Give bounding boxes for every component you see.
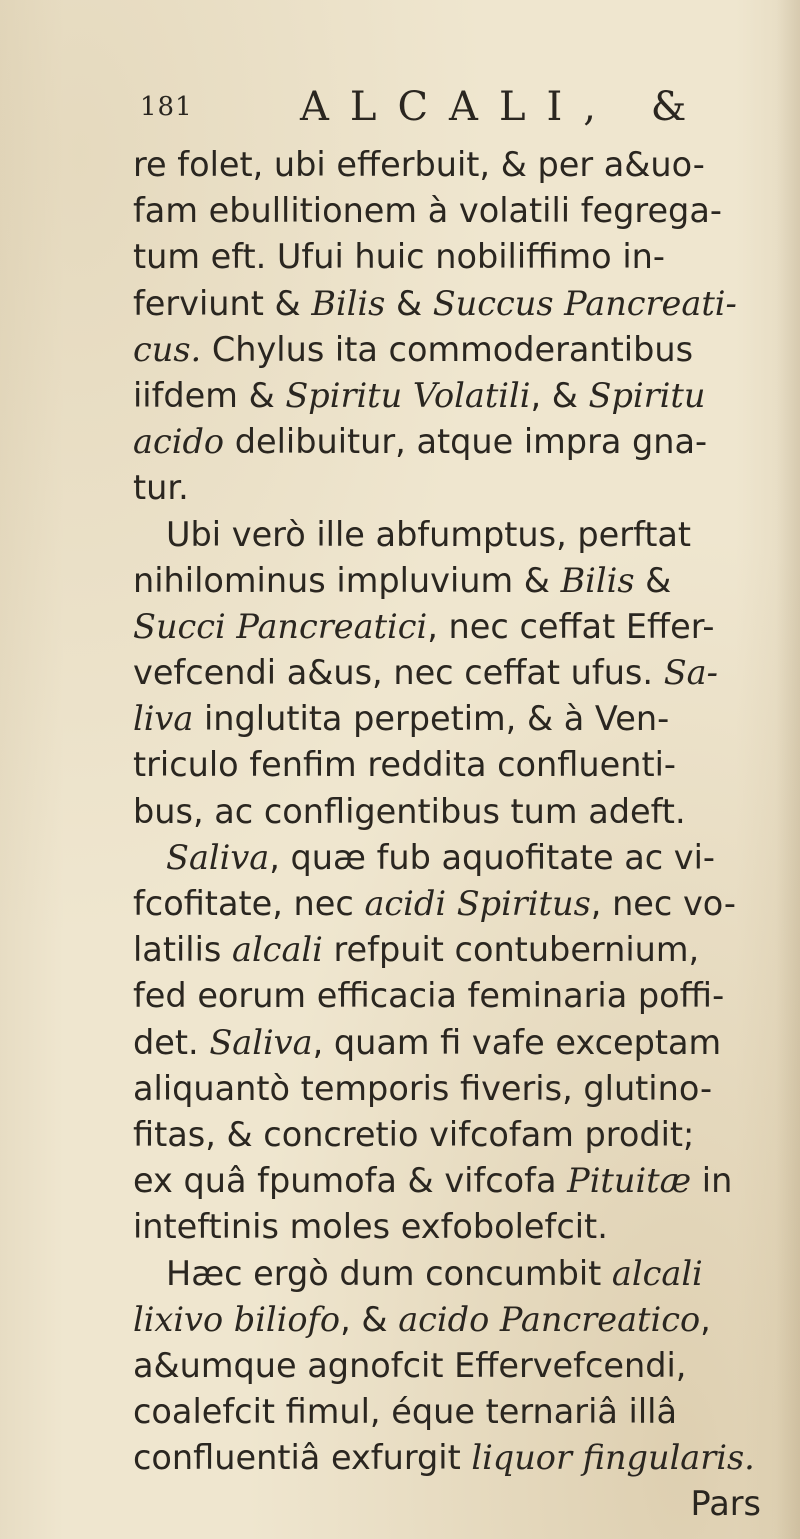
text-run: fam ebullitionem à volatili fegrega- bbox=[133, 191, 722, 231]
text-run: , quæ fub aquofitate ac vi- bbox=[269, 837, 716, 877]
italic-run: acido bbox=[133, 422, 225, 462]
text-run: vefcendi a&us, nec ceffat ufus. bbox=[133, 653, 664, 693]
italic-run: Spiritu bbox=[588, 375, 706, 415]
text-line bbox=[133, 881, 773, 927]
text-run: coalefcit fimul, éque ternariâ illâ bbox=[133, 1392, 677, 1432]
text-line bbox=[133, 742, 773, 788]
text-run: confluentiâ exfurgit bbox=[133, 1438, 472, 1478]
italic-run: liva bbox=[133, 699, 194, 739]
text-run: Hæc ergò dum concumbit bbox=[166, 1253, 612, 1293]
text-line bbox=[133, 188, 773, 234]
text-run: latilis bbox=[133, 930, 232, 970]
text-run: , nec vo- bbox=[590, 884, 737, 923]
italic-run: lixivo biliofo bbox=[133, 1299, 341, 1339]
italic-run: Succi Pancreatici bbox=[133, 606, 428, 646]
text-line bbox=[133, 1251, 773, 1297]
text-line bbox=[133, 1343, 773, 1389]
text-run: in bbox=[691, 1161, 733, 1201]
text-run: iifdem & bbox=[133, 375, 286, 415]
page-header bbox=[140, 84, 740, 134]
text-line bbox=[133, 696, 773, 742]
text-run: & bbox=[634, 560, 672, 600]
text-run: tur. bbox=[133, 468, 189, 508]
text-line bbox=[133, 789, 773, 835]
text-line bbox=[133, 973, 773, 1019]
text-line bbox=[133, 142, 773, 188]
text-run: fitas, & concretio vifcofam prodit; bbox=[133, 1114, 695, 1154]
text-run: tum eft. Ufui huic nobiliffimo in- bbox=[133, 237, 665, 277]
italic-run: alcali bbox=[611, 1253, 703, 1293]
text-line bbox=[133, 835, 773, 881]
text-line bbox=[133, 512, 773, 558]
text-line bbox=[133, 1066, 773, 1112]
italic-run: Pituitæ bbox=[567, 1161, 692, 1201]
italic-run: Bilis bbox=[560, 560, 635, 600]
italic-run: Saliva bbox=[166, 837, 270, 877]
italic-run: acido Pancreatico bbox=[398, 1299, 701, 1339]
text-line bbox=[133, 419, 773, 465]
italic-run: cus. bbox=[133, 329, 202, 369]
text-line bbox=[133, 558, 773, 604]
text-run: triculo fenfim reddita confluenti- bbox=[133, 745, 676, 785]
text-run: delibuitur, atque impra gna- bbox=[224, 422, 708, 462]
italic-run: Saliva bbox=[209, 1022, 313, 1062]
text-line bbox=[133, 604, 773, 650]
text-line bbox=[133, 327, 773, 373]
text-line bbox=[133, 1435, 773, 1481]
italic-run: alcali bbox=[232, 930, 323, 970]
text-run: fed eorum efficacia feminaria poffi- bbox=[133, 976, 725, 1016]
text-run: , quam fi vafe exceptam bbox=[312, 1022, 722, 1062]
text-line bbox=[133, 281, 773, 327]
text-line bbox=[133, 927, 773, 973]
text-run: ex quâ fpumofa & vifcofa bbox=[133, 1161, 568, 1201]
text-run: nihilominus impluvium & bbox=[133, 560, 561, 600]
text-run: & bbox=[385, 283, 433, 323]
text-run: a&umque agnofcit Effervefcendi, bbox=[133, 1345, 687, 1385]
text-line bbox=[133, 234, 773, 280]
text-run: , & bbox=[530, 375, 589, 415]
text-run: , nec ceffat Effer- bbox=[427, 606, 715, 646]
running-head: ALCALI, & bbox=[300, 84, 708, 130]
text-run: , bbox=[700, 1299, 711, 1339]
catchword bbox=[133, 1481, 773, 1527]
italic-run: Bilis bbox=[311, 283, 386, 323]
text-line bbox=[133, 1389, 773, 1435]
italic-run: Succus Pancreati- bbox=[432, 283, 737, 323]
page-number: 181 bbox=[140, 92, 193, 122]
text-run: ferviunt & bbox=[133, 283, 312, 323]
text-line bbox=[133, 1297, 773, 1343]
italic-run: Sa- bbox=[663, 653, 718, 693]
italic-run: acidi Spiritus bbox=[364, 884, 591, 923]
text-run: det. bbox=[133, 1022, 210, 1062]
italic-run: liquor fingularis. bbox=[471, 1438, 755, 1478]
text-line bbox=[133, 465, 773, 511]
text-run: aliquantò temporis fiveris, glutino- bbox=[133, 1068, 713, 1108]
text-run: refpuit contubernium, bbox=[322, 930, 700, 970]
text-run: Chylus ita commoderantibus bbox=[201, 329, 694, 369]
text-run: , & bbox=[340, 1299, 399, 1339]
text-line bbox=[133, 650, 773, 696]
text-line bbox=[133, 1112, 773, 1158]
italic-run: Spiritu Volatili bbox=[285, 375, 531, 415]
text-run: Ubi verò ille abfumptus, perftat bbox=[166, 514, 692, 554]
body-text bbox=[133, 142, 773, 1528]
text-line bbox=[133, 373, 773, 419]
text-line bbox=[133, 1158, 773, 1204]
text-run: inteftinis moles exfobolefcit. bbox=[133, 1207, 608, 1247]
text-line bbox=[133, 1204, 773, 1250]
text-run: inglutita perpetim, & à Ven- bbox=[193, 699, 670, 739]
page-edge-shadow bbox=[776, 0, 800, 1539]
text-run: re folet, ubi efferbuit, & per a&uo- bbox=[133, 145, 705, 184]
text-run: fcofitate, nec bbox=[133, 884, 365, 923]
text-line bbox=[133, 1020, 773, 1066]
text-run: Pars bbox=[690, 1484, 761, 1524]
text-run: bus, ac confligentibus tum adeft. bbox=[133, 791, 686, 831]
